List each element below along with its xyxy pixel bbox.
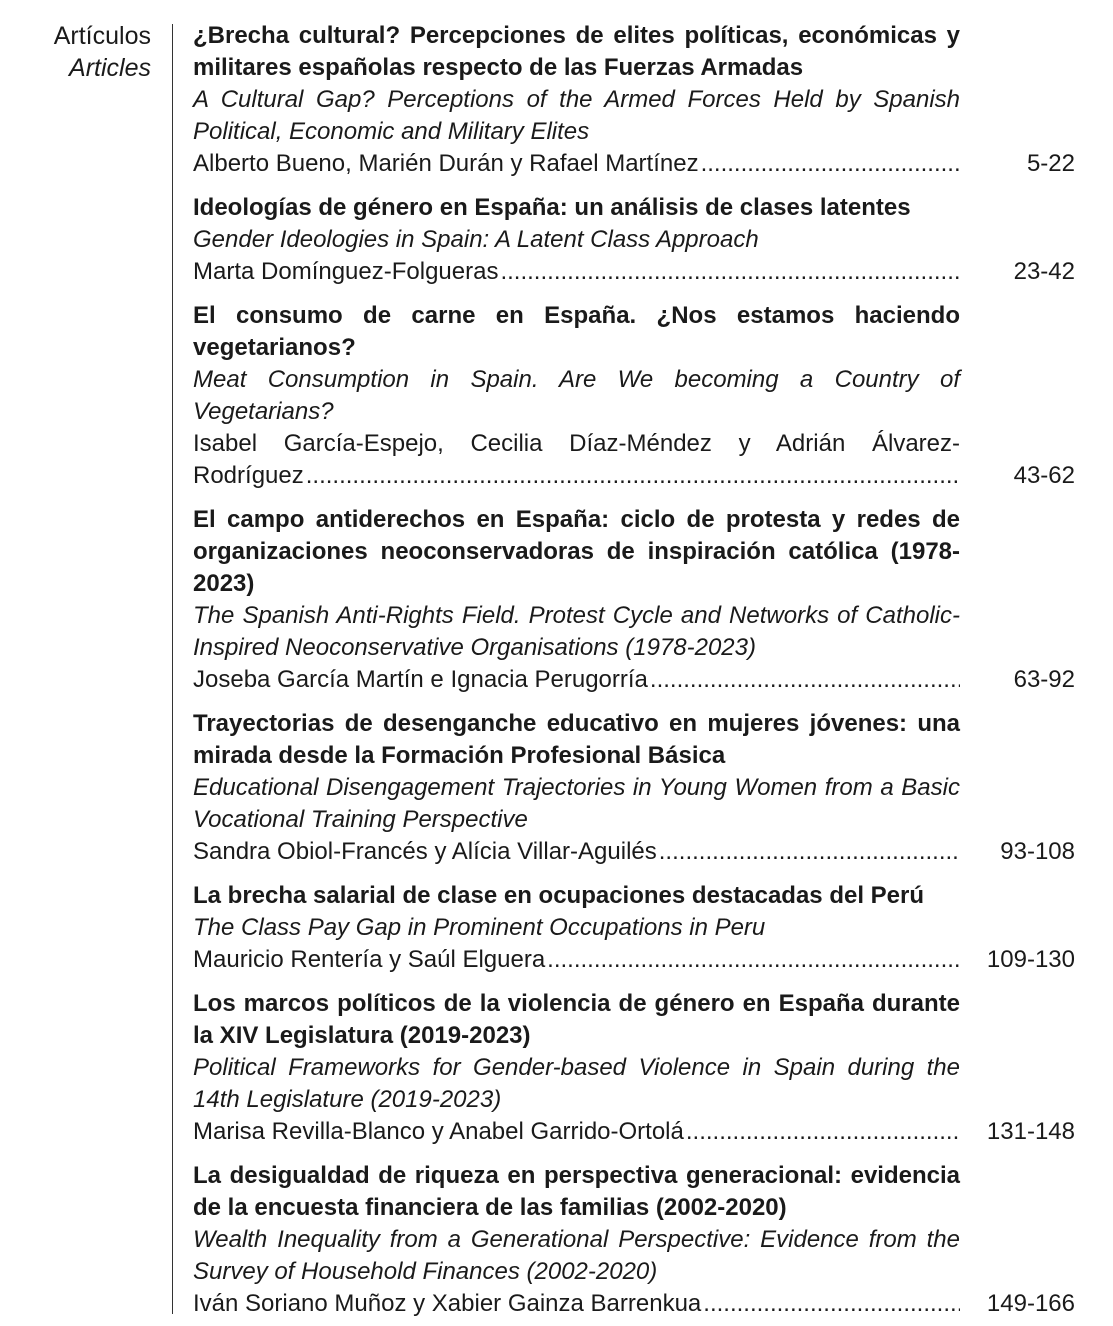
article-title-en: Wealth Inequality from a Generational Perspective: Evidence from the Survey of Household Finances (2002-2020) — [193, 1226, 960, 1285]
article-authors: Joseba García Martín e Ignacia Perugorría — [193, 666, 648, 693]
article-authors-leader — [193, 148, 960, 180]
dot-leader — [703, 1290, 960, 1317]
article-authors: Marisa Revilla-Blanco y Anabel Garrido-Ortolá — [193, 1118, 684, 1145]
article-title-es[interactable]: ¿Brecha cultural? Percepciones de elites políticas, económicas y militares españolas respecto de las Fuerzas Armadas — [193, 22, 960, 81]
section-label-es: Artículos — [53, 22, 151, 50]
article-author-row — [193, 1288, 1075, 1320]
toc-entry — [193, 1160, 1075, 1320]
article-title-en: Educational Disengagement Trajectories in Young Women from a Basic Vocational Training Perspective — [193, 774, 960, 833]
article-author-row — [193, 836, 1075, 868]
article-title-es[interactable]: El consumo de carne en España. ¿Nos estamos haciendo vegetarianos? — [193, 302, 960, 361]
table-of-contents — [193, 20, 1075, 1320]
article-author-row — [193, 256, 1075, 288]
vertical-divider — [172, 24, 173, 1314]
article-title-en: The Class Pay Gap in Prominent Occupations in Peru — [193, 914, 766, 941]
toc-entry — [193, 880, 1075, 976]
toc-entry — [193, 504, 1075, 696]
article-pages[interactable]: 109-130 — [986, 946, 1075, 973]
section-label-en: Articles — [69, 54, 151, 82]
article-authors-leader — [193, 1288, 960, 1320]
dot-leader — [547, 946, 960, 973]
dot-leader — [659, 838, 960, 865]
article-pages[interactable]: 43-62 — [1013, 462, 1075, 489]
article-author-row — [193, 664, 1075, 696]
article-authors-leader — [193, 944, 960, 976]
article-title-en: Gender Ideologies in Spain: A Latent Class Approach — [193, 226, 759, 253]
article-title-es[interactable]: Los marcos políticos de la violencia de género en España durante la XIV Legislatura (2019-2023) — [193, 990, 960, 1049]
article-pages[interactable]: 131-148 — [986, 1118, 1075, 1145]
article-authors-line: Isabel García-Espejo, Cecilia Díaz-Méndez y Adrián Álvarez- — [193, 430, 960, 457]
article-title-es[interactable]: El campo antiderechos en España: ciclo de protesta y redes de organizaciones neoconservadoras de inspiración católica (1978-2023) — [193, 506, 960, 597]
article-title-es[interactable]: La brecha salarial de clase en ocupaciones destacadas del Perú — [193, 882, 925, 909]
article-pages[interactable]: 5-22 — [1026, 150, 1075, 177]
article-title-en: The Spanish Anti-Rights Field. Protest Cycle and Networks of Catholic-Inspired Neoconservative Organisations (1978-2023) — [193, 602, 960, 661]
toc-entry — [193, 708, 1075, 868]
article-authors: Rodríguez — [193, 462, 304, 489]
article-author-row — [193, 460, 1075, 492]
dot-leader — [686, 1118, 960, 1145]
section-label — [0, 20, 151, 84]
article-authors-leader — [193, 256, 960, 288]
article-title-en: Political Frameworks for Gender-based Violence in Spain during the 14th Legislature (2019-2023) — [193, 1054, 960, 1113]
article-title-en: Meat Consumption in Spain. Are We becoming a Country of Vegetarians? — [193, 366, 960, 425]
article-pages[interactable]: 149-166 — [986, 1290, 1075, 1317]
article-authors-leader — [193, 664, 960, 696]
article-author-row — [193, 1116, 1075, 1148]
article-title-es[interactable]: Ideologías de género en España: un análisis de clases latentes — [193, 194, 911, 221]
article-author-row — [193, 944, 1075, 976]
article-authors-leader — [193, 836, 960, 868]
article-authors-leader — [193, 460, 960, 492]
toc-entry — [193, 20, 1075, 180]
article-title-en: A Cultural Gap? Perceptions of the Armed Forces Held by Spanish Political, Economic and Military Elites — [193, 86, 960, 145]
dot-leader — [500, 258, 960, 285]
article-authors: Alberto Bueno, Marién Durán y Rafael Martínez — [193, 150, 699, 177]
dot-leader — [701, 150, 960, 177]
article-pages[interactable]: 93-108 — [1000, 838, 1075, 865]
article-pages[interactable]: 63-92 — [1013, 666, 1075, 693]
article-author-row — [193, 148, 1075, 180]
article-authors-leader — [193, 1116, 960, 1148]
article-pages[interactable]: 23-42 — [1013, 258, 1075, 285]
article-authors: Mauricio Rentería y Saúl Elguera — [193, 946, 546, 973]
toc-entry — [193, 988, 1075, 1148]
article-authors: Iván Soriano Muñoz y Xabier Gainza Barrenkua — [193, 1290, 702, 1317]
article-authors: Marta Domínguez-Folgueras — [193, 258, 499, 285]
dot-leader — [650, 666, 960, 693]
article-authors: Sandra Obiol-Francés y Alícia Villar-Aguilés — [193, 838, 657, 865]
dot-leader — [306, 462, 960, 489]
toc-entry — [193, 192, 1075, 288]
toc-entry — [193, 300, 1075, 492]
article-title-es[interactable]: La desigualdad de riqueza en perspectiva generacional: evidencia de la encuesta financiera de las familias (2002-2020) — [193, 1162, 960, 1221]
article-title-es[interactable]: Trayectorias de desenganche educativo en mujeres jóvenes: una mirada desde la Formación Profesional Básica — [193, 710, 960, 769]
